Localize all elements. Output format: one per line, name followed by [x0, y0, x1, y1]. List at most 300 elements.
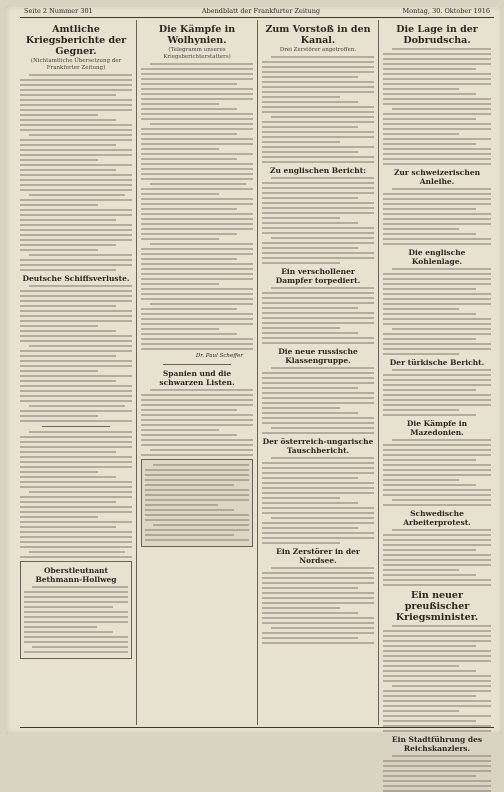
text-line	[262, 392, 374, 394]
text-line	[383, 313, 476, 315]
text-line	[262, 106, 374, 108]
text-line	[141, 113, 253, 115]
text-line	[20, 340, 132, 342]
text-line	[383, 193, 491, 195]
text-line	[262, 297, 374, 299]
article-heading: Ein verschollener Dampfer torpediert.	[275, 267, 361, 285]
column-divider	[136, 20, 137, 725]
text-line	[150, 183, 246, 185]
text-line	[383, 123, 491, 125]
text-line	[262, 327, 340, 329]
text-line	[383, 298, 491, 300]
text-line	[20, 94, 116, 96]
text-line	[20, 441, 132, 443]
text-line	[20, 420, 132, 422]
text-line	[262, 572, 374, 574]
text-line	[141, 228, 253, 230]
text-line	[383, 118, 476, 120]
text-line	[262, 81, 374, 83]
text-line	[271, 367, 374, 369]
text-line	[20, 546, 132, 548]
text-line	[20, 214, 132, 216]
text-line	[141, 68, 253, 70]
text-line	[271, 237, 374, 239]
text-line	[383, 379, 491, 381]
text-line	[20, 436, 132, 438]
text-line	[262, 227, 374, 229]
text-line	[262, 607, 340, 609]
text-line	[383, 143, 476, 145]
text-line	[383, 288, 476, 290]
text-line	[383, 318, 491, 320]
text-line	[141, 143, 253, 145]
text-line	[141, 88, 253, 90]
text-line	[141, 273, 253, 275]
text-line	[262, 342, 374, 344]
text-line	[145, 509, 234, 511]
text-line	[20, 305, 116, 307]
text-line	[141, 148, 219, 150]
text-line	[262, 101, 358, 103]
text-line	[392, 108, 491, 110]
text-line	[141, 153, 253, 155]
text-line	[383, 700, 491, 702]
text-line	[20, 501, 116, 503]
article-body	[141, 63, 253, 350]
text-line	[262, 542, 340, 544]
text-line	[383, 343, 491, 345]
text-line	[392, 755, 491, 757]
article-body	[383, 268, 491, 355]
text-line	[383, 394, 491, 396]
page-header	[6, 6, 502, 16]
text-line	[392, 48, 491, 50]
text-line	[20, 400, 132, 402]
header-masthead: Abendblatt der Frankfurter Zeitung	[201, 7, 321, 15]
text-line	[141, 258, 237, 260]
text-line	[271, 287, 374, 289]
text-line	[20, 209, 132, 211]
text-line	[24, 641, 128, 643]
text-line	[383, 584, 491, 586]
article-heading: Der türkische Bericht.	[389, 358, 485, 367]
text-line	[383, 655, 491, 657]
text-line	[383, 348, 491, 350]
text-line	[262, 96, 340, 98]
text-line	[262, 577, 374, 579]
text-line	[262, 407, 340, 409]
text-line	[383, 63, 491, 65]
text-line	[20, 415, 98, 417]
text-line	[392, 328, 491, 330]
text-line	[383, 83, 491, 85]
article-body	[20, 431, 132, 558]
text-line	[20, 325, 98, 327]
article-body	[262, 56, 374, 163]
article-body	[141, 389, 253, 456]
text-line	[383, 665, 459, 667]
text-line	[262, 597, 374, 599]
text-line	[262, 377, 374, 379]
text-line	[141, 293, 253, 295]
text-line	[383, 454, 491, 456]
text-line	[150, 243, 253, 245]
advertisement-text	[145, 464, 249, 541]
text-line	[20, 269, 116, 271]
text-line	[383, 564, 491, 566]
article-body	[383, 625, 491, 732]
text-line	[383, 785, 491, 787]
text-line	[262, 382, 374, 384]
text-line	[383, 635, 491, 637]
text-line	[383, 273, 491, 275]
text-line	[262, 187, 374, 189]
text-line	[383, 93, 476, 95]
article-body	[262, 287, 374, 344]
column-2	[141, 20, 253, 725]
text-line	[383, 148, 491, 150]
text-line	[271, 567, 374, 569]
text-line	[20, 380, 116, 382]
divider	[163, 364, 230, 365]
text-line	[24, 616, 128, 618]
text-line	[383, 504, 491, 506]
text-line	[383, 660, 491, 662]
text-line	[262, 472, 374, 474]
text-line	[24, 636, 128, 638]
text-line	[150, 123, 253, 125]
text-line	[383, 389, 476, 391]
text-line	[271, 627, 374, 629]
text-line	[29, 551, 125, 553]
article-body	[24, 586, 128, 653]
text-line	[383, 88, 459, 90]
text-line	[262, 141, 340, 143]
text-line	[383, 574, 476, 576]
text-line	[383, 218, 491, 220]
article-signature: Dr. Paul Scheffer	[195, 353, 243, 359]
text-line	[262, 487, 374, 489]
text-line	[20, 521, 132, 523]
text-line	[262, 397, 374, 399]
text-line	[141, 138, 253, 140]
text-line	[20, 526, 116, 528]
text-line	[383, 705, 491, 707]
text-line	[392, 529, 491, 531]
text-line	[20, 149, 132, 151]
text-line	[383, 414, 476, 416]
text-line	[262, 497, 340, 499]
text-line	[262, 582, 374, 584]
text-line	[20, 385, 132, 387]
text-line	[383, 323, 491, 325]
text-line	[262, 502, 358, 504]
text-line	[383, 153, 491, 155]
text-line	[262, 317, 374, 319]
text-line	[383, 223, 491, 225]
text-line	[24, 626, 97, 628]
article-body	[20, 74, 132, 271]
text-line	[383, 374, 491, 376]
text-line	[141, 439, 253, 441]
text-line	[262, 182, 374, 184]
text-line	[262, 332, 358, 334]
article-heading: Deutsche Schiffsverluste.	[22, 274, 130, 283]
article-body	[383, 529, 491, 586]
text-line	[262, 522, 374, 524]
text-line	[20, 169, 116, 171]
text-line	[141, 283, 219, 285]
text-line	[141, 404, 253, 406]
text-line	[383, 695, 476, 697]
text-line	[383, 243, 491, 245]
article-body	[262, 177, 374, 264]
article-heading: Spanien und die schwarzen Listen.	[159, 369, 235, 387]
text-line	[20, 536, 132, 538]
text-line	[392, 685, 491, 687]
text-line	[392, 268, 491, 270]
text-line	[383, 730, 491, 732]
column-divider	[378, 20, 379, 725]
text-line	[20, 174, 132, 176]
text-line	[145, 479, 249, 481]
article-body	[383, 369, 491, 416]
text-line	[29, 194, 125, 196]
text-line	[383, 494, 491, 496]
text-line	[20, 355, 116, 357]
text-line	[383, 720, 476, 722]
text-line	[20, 395, 132, 397]
text-line	[383, 128, 491, 130]
text-line	[383, 479, 459, 481]
text-line	[262, 637, 358, 639]
text-line	[262, 642, 374, 644]
text-line	[383, 469, 491, 471]
text-line	[383, 278, 491, 280]
text-line	[141, 198, 253, 200]
text-line	[262, 262, 340, 264]
text-line	[20, 204, 98, 206]
text-line	[20, 154, 132, 156]
text-line	[383, 333, 491, 335]
text-line	[20, 119, 116, 121]
text-line	[141, 108, 237, 110]
text-line	[141, 454, 253, 456]
article-body	[262, 367, 374, 434]
text-line	[141, 178, 253, 180]
text-line	[383, 68, 476, 70]
text-line	[20, 446, 132, 448]
text-line	[20, 335, 132, 337]
text-line	[141, 399, 253, 401]
text-line	[20, 496, 132, 498]
article-heading: Zu englischen Bericht:	[270, 166, 366, 175]
text-line	[262, 212, 374, 214]
text-line	[271, 177, 374, 179]
text-line	[20, 486, 132, 488]
text-line	[153, 524, 249, 526]
text-line	[29, 345, 132, 347]
text-line	[262, 592, 374, 594]
text-line	[392, 188, 491, 190]
article-heading: Die englische Kohlenlage.	[408, 248, 466, 266]
text-line	[383, 213, 491, 215]
text-line	[383, 238, 491, 240]
text-line	[20, 290, 132, 292]
text-line	[20, 104, 132, 106]
text-line	[141, 414, 253, 416]
text-line	[383, 650, 491, 652]
text-line	[24, 611, 128, 613]
text-line	[141, 78, 253, 80]
column-1	[20, 20, 132, 725]
text-line	[20, 320, 132, 322]
text-line	[20, 541, 132, 543]
text-line	[141, 213, 253, 215]
text-line	[153, 464, 249, 466]
text-line	[383, 775, 476, 777]
text-line	[383, 534, 491, 536]
advertisement-box	[141, 459, 253, 547]
text-line	[141, 253, 253, 255]
text-line	[262, 242, 374, 244]
text-line	[20, 511, 132, 513]
text-line	[20, 476, 116, 478]
text-line	[262, 131, 374, 133]
text-line	[150, 303, 253, 305]
newspaper-page	[6, 6, 502, 753]
text-line	[383, 680, 491, 682]
text-line	[383, 549, 476, 551]
text-line	[145, 539, 249, 541]
text-line	[141, 98, 253, 100]
text-line	[262, 146, 374, 148]
text-line	[262, 587, 358, 589]
article-body	[262, 457, 374, 544]
text-line	[383, 539, 491, 541]
text-line	[20, 300, 132, 302]
text-line	[262, 61, 374, 63]
text-line	[20, 259, 132, 261]
text-line	[262, 126, 358, 128]
text-line	[141, 218, 253, 220]
text-line	[145, 504, 218, 506]
text-line	[141, 118, 253, 120]
text-line	[383, 489, 491, 491]
text-line	[141, 429, 219, 431]
text-line	[24, 606, 113, 608]
text-line	[20, 239, 132, 241]
article-subheading: Drei Zerstörer angetroffen.	[279, 47, 357, 53]
text-line	[383, 459, 476, 461]
text-line	[383, 544, 491, 546]
text-line	[262, 217, 340, 219]
text-line	[141, 308, 237, 310]
text-line	[24, 591, 128, 593]
text-line	[141, 238, 219, 240]
column-4	[383, 20, 491, 753]
text-line	[24, 601, 128, 603]
text-line	[383, 645, 476, 647]
text-line	[20, 481, 132, 483]
text-line	[383, 404, 491, 406]
text-line	[383, 579, 491, 581]
text-line	[20, 129, 132, 131]
text-line	[150, 449, 253, 451]
text-line	[383, 53, 491, 55]
text-line	[145, 529, 249, 531]
header-issue: Seite 2 Nummer 301	[24, 7, 93, 15]
text-line	[20, 360, 132, 362]
text-line	[141, 348, 253, 350]
text-line	[20, 461, 132, 463]
text-line	[262, 86, 374, 88]
text-line	[141, 158, 237, 160]
text-line	[383, 569, 459, 571]
text-line	[262, 252, 374, 254]
text-line	[262, 402, 374, 404]
article-heading: Amtliche Kriegsberichte der Gegner.	[25, 24, 127, 57]
article-subheading: (Nichtamtliche Übersetzung der Frankfurter Zeitung)	[30, 58, 122, 71]
text-line	[145, 494, 249, 496]
text-line	[262, 222, 358, 224]
text-line	[383, 308, 459, 310]
article-body	[20, 285, 132, 422]
text-line	[392, 369, 491, 371]
text-line	[20, 114, 98, 116]
text-line	[383, 449, 491, 451]
text-line	[262, 537, 374, 539]
text-line	[383, 710, 459, 712]
text-line	[20, 244, 116, 246]
text-line	[383, 233, 476, 235]
text-line	[141, 444, 253, 446]
text-line	[141, 168, 253, 170]
text-line	[262, 612, 358, 614]
text-line	[20, 506, 132, 508]
text-line	[141, 173, 253, 175]
text-line	[383, 675, 491, 677]
text-line	[141, 103, 219, 105]
text-line	[383, 670, 476, 672]
text-line	[383, 163, 491, 165]
text-line	[271, 116, 374, 118]
text-line	[141, 263, 253, 265]
text-line	[141, 83, 237, 85]
text-line	[29, 491, 132, 493]
text-line	[262, 257, 374, 259]
text-line	[262, 91, 374, 93]
text-line	[262, 202, 374, 204]
text-line	[383, 98, 491, 100]
text-line	[145, 489, 249, 491]
text-line	[383, 770, 491, 772]
text-line	[383, 203, 491, 205]
text-line	[262, 71, 374, 73]
text-line	[32, 646, 128, 648]
text-line	[24, 651, 128, 653]
text-line	[383, 780, 491, 782]
text-line	[262, 302, 374, 304]
text-line	[20, 224, 132, 226]
text-line	[20, 89, 132, 91]
text-line	[20, 330, 116, 332]
text-line	[262, 532, 374, 534]
text-line	[141, 394, 253, 396]
text-line	[383, 228, 459, 230]
column-3	[262, 20, 374, 725]
text-line	[383, 78, 491, 80]
